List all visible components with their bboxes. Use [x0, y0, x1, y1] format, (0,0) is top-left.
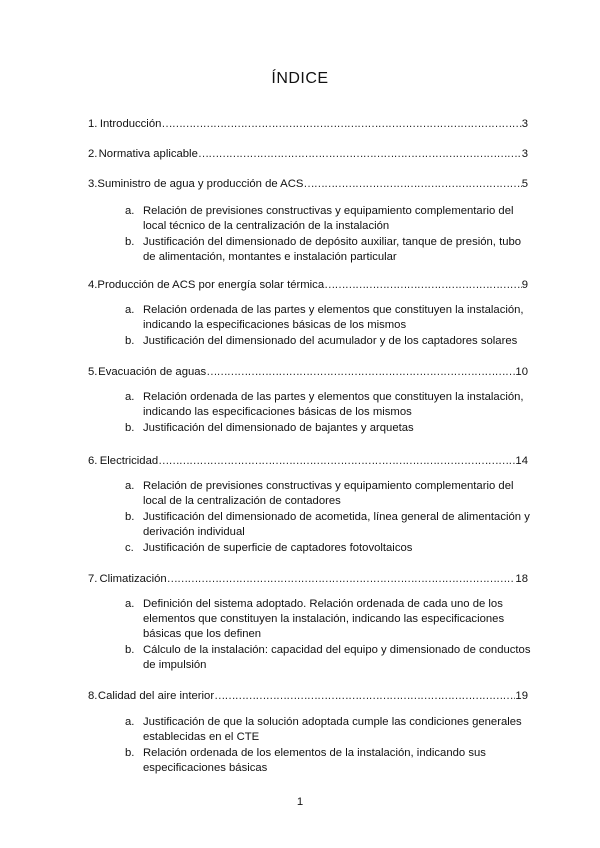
- toc-entry-number: 2.: [88, 148, 98, 160]
- toc-subentry-text: [143, 746, 525, 776]
- toc-leader-dots: [161, 117, 521, 132]
- toc-entry: [88, 278, 528, 293]
- toc-entry-page: 14: [515, 455, 528, 467]
- toc-leader-dots: [324, 278, 522, 293]
- toc-subentry: [125, 334, 525, 349]
- toc-subentry-line: básicas que los definen: [143, 628, 262, 640]
- toc-entry-label: Suministro de agua y producción de ACS: [97, 178, 304, 190]
- toc-subentry-text: [143, 204, 525, 234]
- toc-entry-number: 5.: [88, 366, 98, 378]
- toc-subentry-letter: a.: [125, 304, 135, 316]
- toc-entry-number: 3.: [88, 178, 98, 190]
- toc-entry-label: Climatización: [99, 573, 167, 585]
- toc-entry-number: 6.: [88, 455, 98, 467]
- toc-entry-label: Introducción: [99, 118, 162, 130]
- toc-entry-page: 3: [521, 148, 528, 160]
- toc-subentry-line: Justificación del dimensionado del acumulador y de los captadores solares: [143, 335, 518, 347]
- toc-subentry-line: Cálculo de la instalación: capacidad del equipo y dimensionado de conductos: [143, 644, 531, 656]
- toc-subentry-line: Justificación del dimensionado de acometida, línea general de alimentación y: [143, 511, 530, 523]
- toc-subentry-text: [143, 303, 525, 333]
- toc-subentry-line: indicando las especificaciones básicas de los mismos: [143, 406, 412, 418]
- toc-subentry-line: Justificación de que la solución adoptada cumple las condiciones generales: [143, 716, 522, 728]
- toc-subentry-letter: a.: [125, 598, 135, 610]
- toc-entry: [88, 689, 528, 704]
- toc-entry: [88, 177, 528, 192]
- toc-subentry-line: Relación ordenada de los elementos de la instalación, indicando sus: [143, 747, 486, 759]
- toc-entry: [88, 147, 528, 162]
- toc-subentry-line: especificaciones básicas: [143, 762, 268, 774]
- toc-subentry-line: de impulsión: [143, 659, 207, 671]
- toc-subentry-letter: a.: [125, 391, 135, 403]
- toc-entry-number: 1.: [88, 118, 98, 130]
- toc-subentry-line: local de la centralización de contadores: [143, 495, 341, 507]
- toc-subentry-letter: a.: [125, 716, 135, 728]
- toc-subentry: [125, 204, 525, 234]
- toc-entry-page: 18: [515, 573, 528, 585]
- toc-leader-dots: [167, 572, 516, 587]
- toc-entry-number: 4.: [88, 279, 98, 291]
- toc-subentry-line: local técnico de la centralización de la instalación: [143, 220, 390, 232]
- toc-entry-label: Electricidad: [99, 455, 159, 467]
- toc-entry-number: 7.: [88, 573, 98, 585]
- toc-subentry-letter: b.: [125, 511, 135, 523]
- toc-entry-label: Producción de ACS por energía solar térmica: [97, 279, 325, 291]
- toc-subentry-line: de alimentación, montantes e instalación particular: [143, 251, 397, 263]
- toc-subentry-line: Relación ordenada de las partes y elementos que constituyen la instalación,: [143, 304, 524, 316]
- toc-entry-page: 10: [515, 366, 528, 378]
- toc-subentry-letter: a.: [125, 480, 135, 492]
- toc-subentry: [125, 235, 525, 265]
- toc-entry-label: Calidad del aire interior: [97, 690, 215, 702]
- toc-subentry-letter: b.: [125, 335, 135, 347]
- toc-subentry-line: Relación de previsiones constructivas y equipamiento complementario del: [143, 480, 514, 492]
- toc-subentry: [125, 390, 525, 420]
- toc-subentry-letter: b.: [125, 422, 135, 434]
- toc-entry-page: 5: [521, 178, 528, 190]
- toc-subentry: [125, 541, 525, 556]
- toc-subentry-text: [143, 715, 525, 745]
- toc-entry-page: 19: [515, 690, 528, 702]
- toc-subentry-text: [143, 334, 525, 349]
- toc-subentry-letter: b.: [125, 236, 135, 248]
- page-title: ÍNDICE: [271, 70, 329, 87]
- toc-subentry-text: [143, 421, 525, 436]
- toc-subentry-text: [143, 390, 525, 420]
- toc-subentry-line: Justificación de superficie de captadores fotovoltaicos: [143, 542, 413, 554]
- toc-entry-page: 3: [521, 118, 528, 130]
- toc-subentry: [125, 421, 525, 436]
- toc-subentry: [125, 303, 525, 333]
- toc-subentry: [125, 715, 525, 745]
- toc-subentry-text: [143, 597, 525, 642]
- toc-subentry-line: derivación individual: [143, 526, 245, 538]
- toc-subentry: [125, 597, 525, 642]
- toc-subentry-letter: a.: [125, 205, 135, 217]
- toc-subentry-letter: b.: [125, 644, 135, 656]
- toc-leader-dots: [158, 454, 515, 469]
- toc-entry-page: 9: [521, 279, 528, 291]
- toc-subentry: [125, 479, 525, 509]
- toc-subentry-text: [143, 479, 525, 509]
- toc-subentry-line: Definición del sistema adoptado. Relación ordenada de cada uno de los: [143, 598, 503, 610]
- toc-subentry-text: [143, 235, 525, 265]
- toc-leader-dots: [303, 177, 521, 192]
- toc-subentry-letter: b.: [125, 747, 135, 759]
- toc-subentry-line: Relación ordenada de las partes y elementos que constituyen la instalación,: [143, 391, 524, 403]
- toc-subentry-text: [143, 643, 531, 673]
- toc-subentry-text: [143, 510, 530, 540]
- toc-subentry-line: Justificación del dimensionado de bajantes y arquetas: [143, 422, 414, 434]
- toc-entry: [88, 365, 528, 380]
- toc-entry-label: Normativa aplicable: [98, 148, 198, 160]
- toc-subentry-line: establecidas en el CTE: [143, 731, 260, 743]
- toc-entry: [88, 117, 528, 132]
- toc-entry-number: 8.: [88, 690, 98, 702]
- toc-leader-dots: [206, 365, 515, 380]
- toc-subentry: [125, 510, 530, 540]
- toc-leader-dots: [214, 689, 515, 704]
- toc-subentry-line: indicando la especificaciones básicas de los mismos: [143, 319, 407, 331]
- toc-subentry-line: Justificación del dimensionado de depósito auxiliar, tanque de presión, tubo: [143, 236, 522, 248]
- toc-entry: [88, 572, 528, 587]
- toc-subentry-text: [143, 541, 525, 556]
- toc-subentry-letter: c.: [125, 542, 134, 554]
- toc-leader-dots: [198, 147, 522, 162]
- toc-entry-label: Evacuación de aguas: [98, 366, 207, 378]
- toc-subentry-line: elementos que constituyen la instalación, indicando las especificaciones: [143, 613, 505, 625]
- toc-subentry: [125, 746, 525, 776]
- toc-subentry: [125, 643, 531, 673]
- page-number: 1: [296, 796, 304, 808]
- toc-subentry-line: Relación de previsiones constructivas y equipamiento complementario del: [143, 205, 514, 217]
- toc-entry: [88, 454, 528, 469]
